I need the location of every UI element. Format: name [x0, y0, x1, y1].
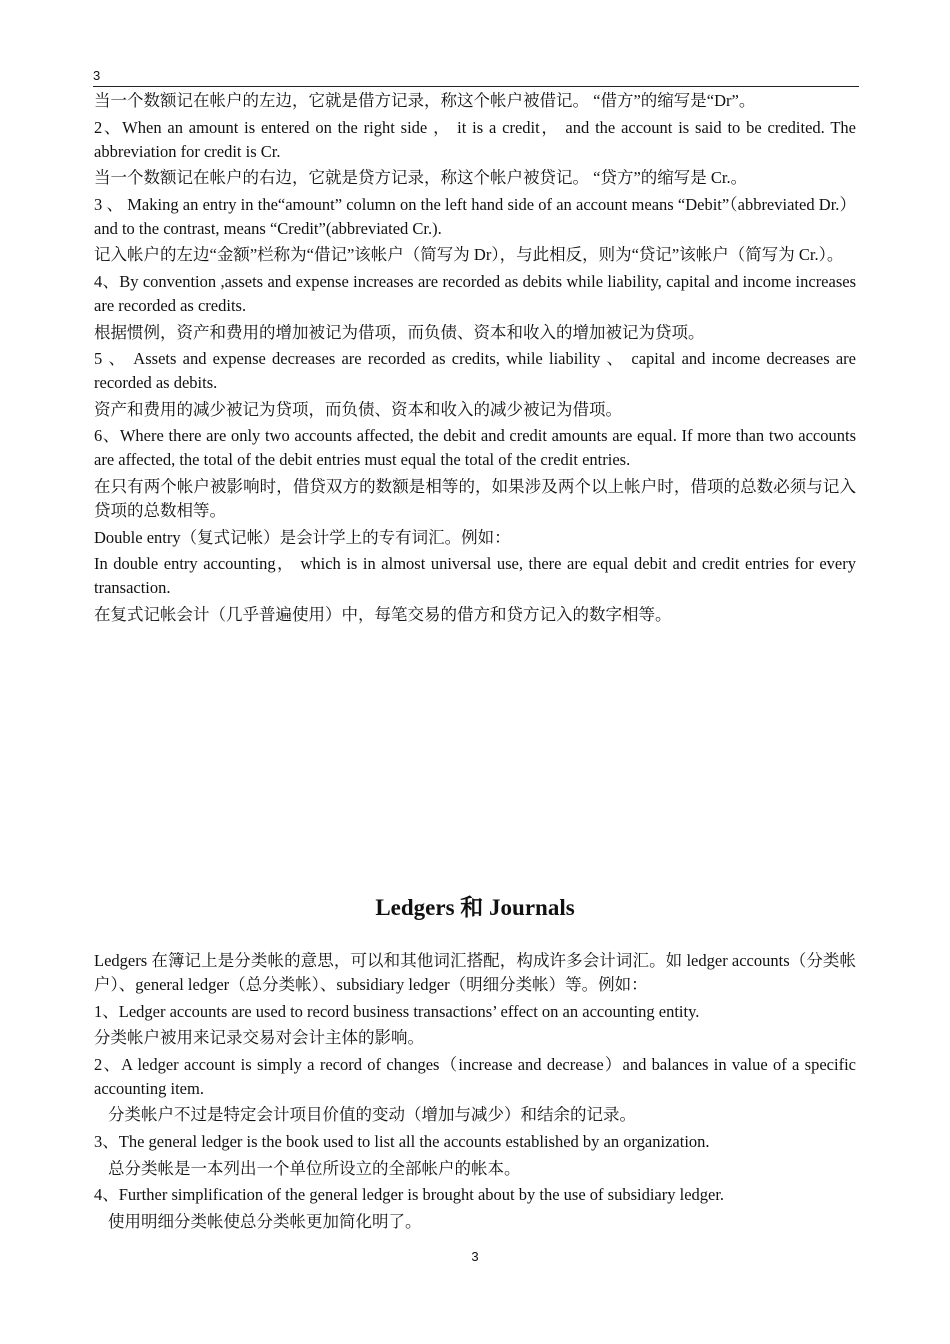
- section-paragraph: 使用明细分类帐使总分类帐更加简化明了。: [108, 1211, 422, 1231]
- section-paragraph: 2、A ledger account is simply a record of changes（increase and decrease）and balances in value of a specific accounting item.: [94, 1054, 856, 1098]
- section-body: [94, 949, 856, 1236]
- footer-page-number: 3: [471, 1249, 479, 1264]
- section-paragraph: 4、Further simplification of the general ledger is brought about by the use of subsidiary ledger.: [94, 1185, 725, 1205]
- section-paragraph: Ledgers 在簿记上是分类帐的意思，可以和其他词汇搭配，构成许多会计词汇。如 ledger accounts（分类帐户）、general ledger（总分类帐）、subsidiary ledger（明细分类帐）等。例如：: [94, 951, 856, 994]
- paragraph: 3 、 Making an entry in the“amount” column on the left hand side of an account means “Debit”（abbreviated Dr.）and to the contrast, means “Credit”(abbreviated Cr.).: [94, 194, 856, 238]
- section-paragraph: 1、Ledger accounts are used to record business transactions’ effect on an accounting entity.: [94, 1001, 700, 1021]
- paragraph: 2、When an amount is entered on the right side ， it is a credit， and the account is said to be credited. The abbreviation for credit is Cr.: [94, 117, 856, 161]
- paragraph: 4、By convention ,assets and expense increases are recorded as debits while liability, capital and income increases are recorded as credits.: [94, 271, 856, 315]
- section-paragraph: 3、The general ledger is the book used to list all the accounts established by an organization.: [94, 1131, 710, 1151]
- section-paragraph: 分类帐户被用来记录交易对会计主体的影响。: [94, 1028, 424, 1048]
- paragraph: 在只有两个帐户被影响时，借贷双方的数额是相等的，如果涉及两个以上帐户时，借项的总数必须与记入贷项的总数相等。: [94, 476, 856, 520]
- paragraph: 当一个数额记在帐户的左边，它就是借方记录，称这个帐户被借记。 “借方”的缩写是“Dr”。: [94, 91, 756, 110]
- header-page-number: 3: [93, 68, 101, 83]
- section-paragraph: 总分类帐是一本列出一个单位所设立的全部帐户的帐本。: [108, 1158, 521, 1178]
- section-title: Ledgers 和 Journals: [375, 895, 575, 920]
- page-header: [93, 66, 859, 87]
- paragraph: 根据惯例，资产和费用的增加被记为借项，而负债、资本和收入的增加被记为贷项。: [94, 322, 705, 342]
- paragraph: 记入帐户的左边“金额”栏称为“借记”该帐户（简写为 Dr），与此相反，则为“贷记”该帐户（简写为 Cr.）。: [94, 245, 844, 265]
- paragraph: 资产和费用的减少被记为贷项，而负债、资本和收入的减少被记为借项。: [94, 399, 622, 419]
- paragraph: 当一个数额记在帐户的右边，它就是贷方记录，称这个帐户被贷记。 “贷方”的缩写是 Cr.。: [94, 168, 748, 188]
- paragraph: 5 、 Assets and expense decreases are recorded as credits, while liability 、 capital and income decreases are recorded as debits.: [94, 349, 856, 393]
- section-paragraph: 分类帐户不过是特定会计项目价值的变动（增加与减少）和结余的记录。: [108, 1105, 636, 1125]
- paragraph: Double entry（复式记帐）是会计学上的专有词汇。例如：: [94, 527, 511, 547]
- paragraph: 在复式记帐会计（几乎普遍使用）中，每笔交易的借方和贷方记入的数字相等。: [94, 604, 672, 624]
- paragraph: In double entry accounting， which is in almost universal use, there are equal debit and credit entries for every transaction.: [94, 554, 856, 598]
- paragraph: 6、Where there are only two accounts affected, the debit and credit amounts are equal. If more than two accounts are affected, the total of the debit entries must equal the total of the credit entries.: [94, 426, 856, 470]
- body-text: [94, 89, 856, 629]
